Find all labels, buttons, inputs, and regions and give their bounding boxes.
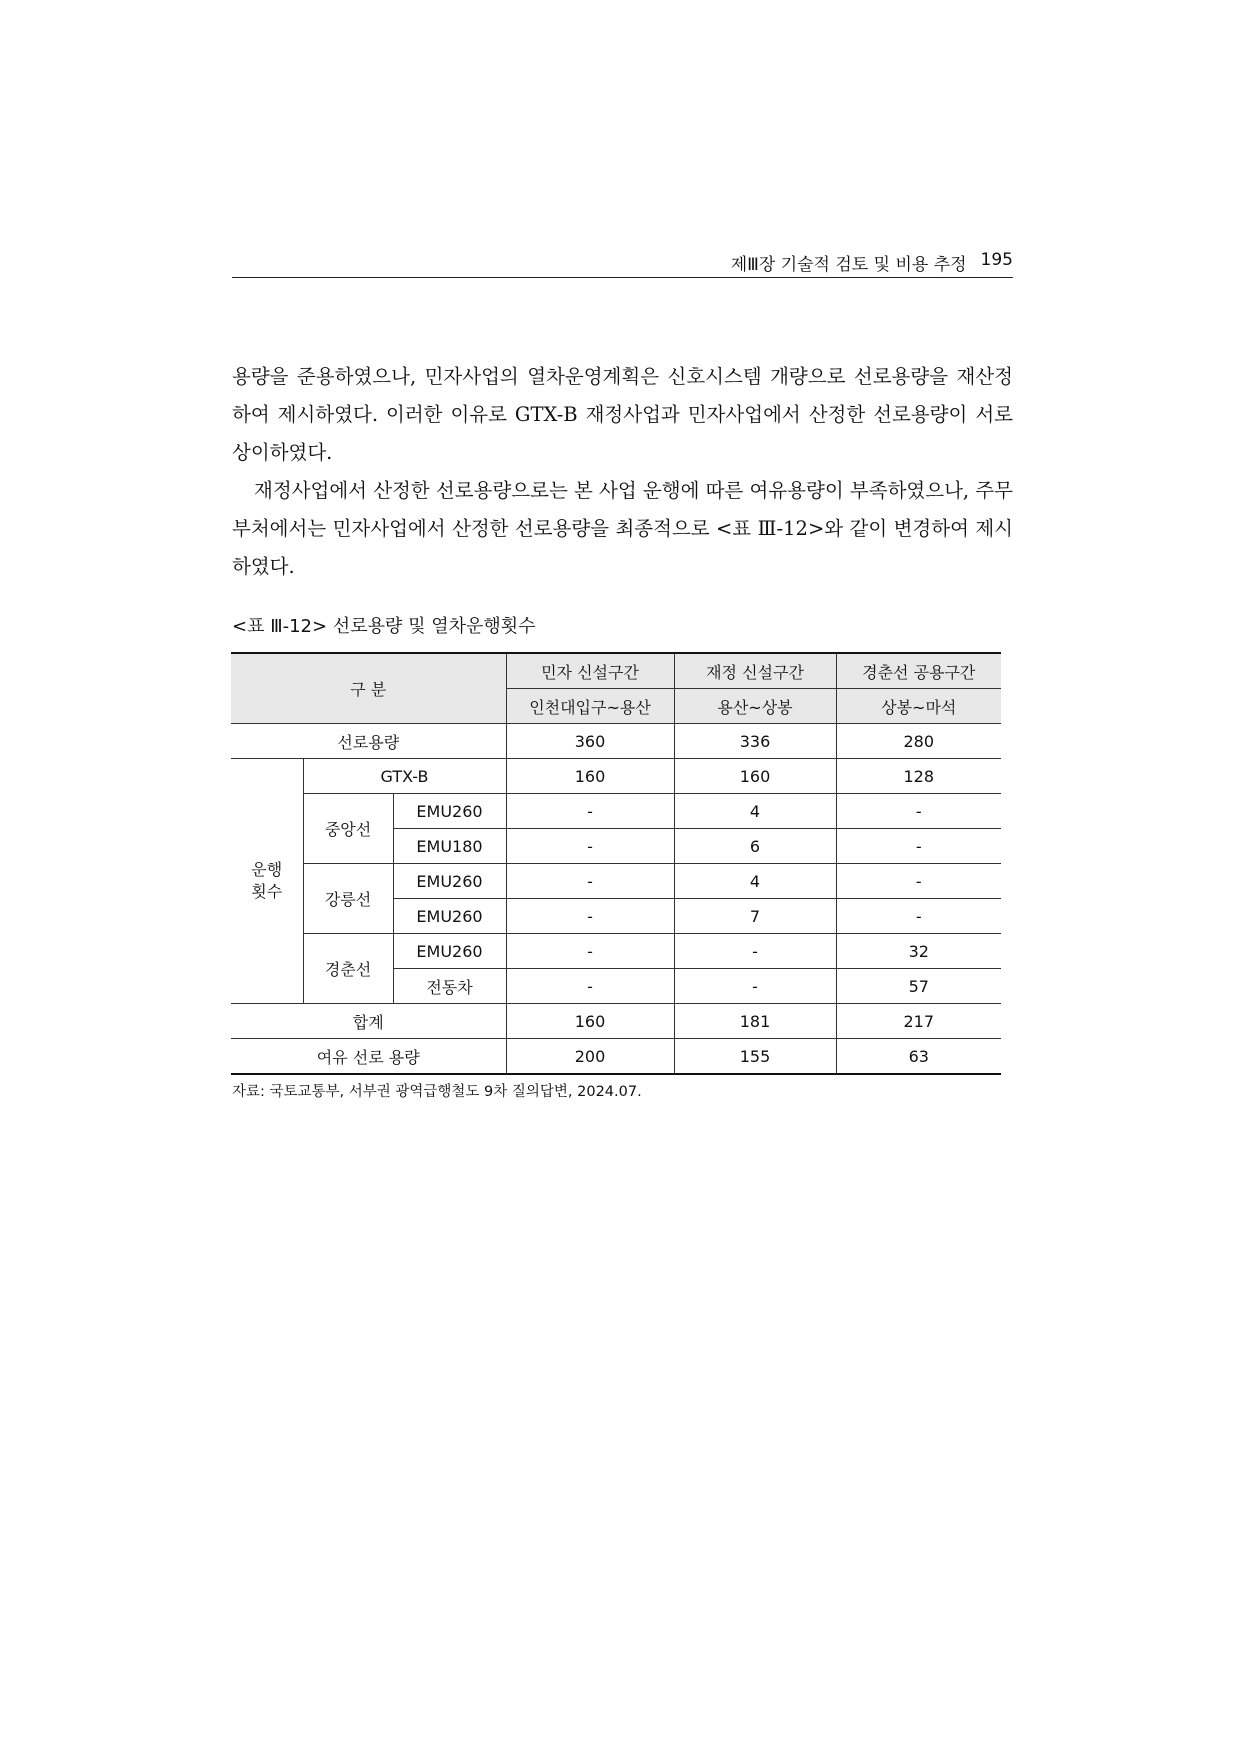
table-cell: 128	[836, 759, 1001, 794]
table-cell: 160	[674, 759, 836, 794]
table-cell: 160	[506, 1004, 674, 1039]
table-cell: -	[506, 794, 674, 829]
table-cell: -	[836, 829, 1001, 864]
chapter-title: 제Ⅲ장 기술적 검토 및 비용 추정	[730, 255, 967, 275]
train-type: EMU260	[393, 934, 506, 969]
table-cell: 7	[674, 899, 836, 934]
table-row	[231, 864, 1001, 899]
column-subheader: 인천대입구~용산	[506, 689, 674, 724]
table-cell: 63	[836, 1039, 1001, 1075]
paragraph: 용량을 준용하였으나, 민자사업의 열차운영계획은 신호시스템 개량으로 선로용량을 재산정하여 제시하였다. 이러한 이유로 GTX-B 재정사업과 민자사업에서 산정한 선로용량이 서로 상이하였다.	[232, 365, 1013, 464]
table-cell: 200	[506, 1039, 674, 1075]
table-cell: 32	[836, 934, 1001, 969]
table-cell: 181	[674, 1004, 836, 1039]
line-label: 경춘선	[303, 934, 393, 1004]
row-label: 여유 선로 용량	[231, 1039, 506, 1075]
column-subheader: 상봉~마석	[836, 689, 1001, 724]
line-label: 중앙선	[303, 794, 393, 864]
train-type: EMU260	[393, 864, 506, 899]
table-cell: 4	[674, 794, 836, 829]
train-type: 전동차	[393, 969, 506, 1004]
table-row	[231, 724, 1001, 759]
column-header: 경춘선 공용구간	[836, 653, 1001, 689]
table-cell: -	[836, 864, 1001, 899]
table-cell: 6	[674, 829, 836, 864]
train-type: EMU180	[393, 829, 506, 864]
table-source: 자료: 국토교통부, 서부권 광역급행철도 9차 질의답변, 2024.07.	[232, 1084, 642, 1100]
row-label: GTX-B	[303, 759, 506, 794]
table-cell: 57	[836, 969, 1001, 1004]
table-cell: -	[674, 934, 836, 969]
row-label: 선로용량	[231, 724, 506, 759]
column-subheader: 용산~상봉	[674, 689, 836, 724]
column-header: 민자 신설구간	[506, 653, 674, 689]
table-row	[231, 1004, 1001, 1039]
table-cell: -	[836, 899, 1001, 934]
header-category: 구 분	[231, 653, 506, 724]
table-cell: -	[506, 934, 674, 969]
table-caption: <표 Ⅲ-12> 선로용량 및 열차운행횟수	[232, 616, 536, 637]
table-header-row	[231, 653, 1001, 689]
row-label: 합계	[231, 1004, 506, 1039]
train-type: EMU260	[393, 899, 506, 934]
table-cell: 336	[674, 724, 836, 759]
column-header: 재정 신설구간	[674, 653, 836, 689]
table-cell: -	[506, 829, 674, 864]
table-cell: 155	[674, 1039, 836, 1075]
page-number: 195	[980, 250, 1013, 270]
table-row	[231, 934, 1001, 969]
table-cell: 217	[836, 1004, 1001, 1039]
paragraph: 재정사업에서 산정한 선로용량으로는 본 사업 운행에 따른 여유용량이 부족하였으나, 주무부처에서는 민자사업에서 산정한 선로용량을 최종적으로 <표 Ⅲ-12>와 같이 변경하여 제시하였다.	[232, 479, 1013, 578]
page-header	[232, 250, 1013, 278]
table-cell: -	[506, 899, 674, 934]
table-cell: 280	[836, 724, 1001, 759]
table-cell: 4	[674, 864, 836, 899]
table-row	[231, 1039, 1001, 1075]
table-cell: -	[506, 969, 674, 1004]
table-row	[231, 794, 1001, 829]
table-cell: 160	[506, 759, 674, 794]
table-cell: -	[506, 864, 674, 899]
table-cell: -	[836, 794, 1001, 829]
operation-group-label: 운행 횟수	[231, 759, 303, 1004]
body-text	[232, 358, 1013, 586]
table-cell: 360	[506, 724, 674, 759]
line-label: 강릉선	[303, 864, 393, 934]
table-cell: -	[674, 969, 836, 1004]
train-type: EMU260	[393, 794, 506, 829]
capacity-table	[231, 652, 1001, 1075]
table-row	[231, 759, 1001, 794]
